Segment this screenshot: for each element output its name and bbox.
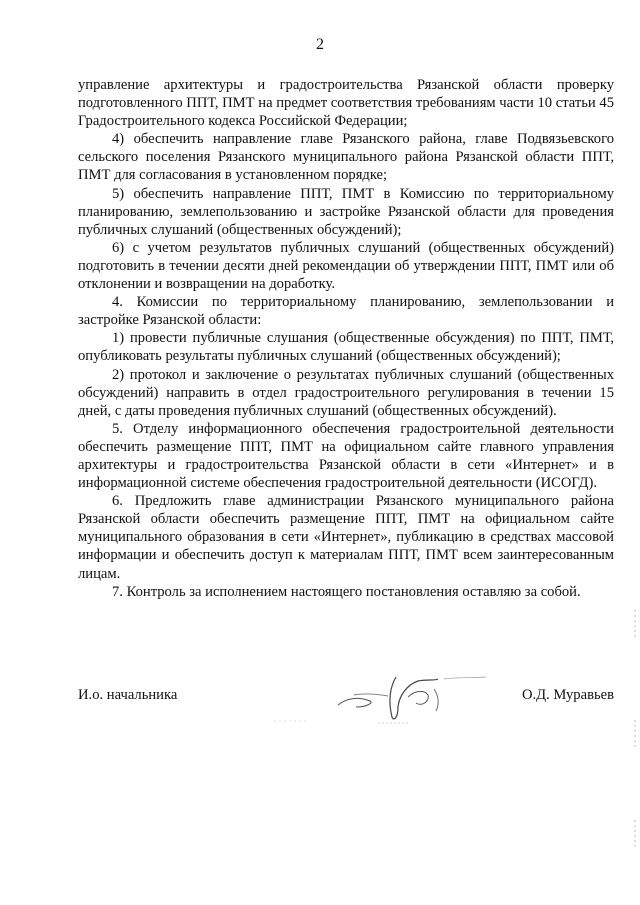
signatory-name: О.Д. Муравьев [521,687,614,703]
paragraph-section-6: 6. Предложить главе администрации Рязанского муниципального района Рязанской области обеспечить размещение ППТ, ПМТ на официальном сайте муниципального образования в сети «Интернет», публикацию в средствах массовой информации и обеспечить доступ к материалам ППТ, ПМТ всем заинтересованным лицам. [78,493,614,582]
document-body [78,76,614,601]
paragraph-section-4-item-2: 2) протокол и заключение о результатах публичных слушаний (общественных обсуждений) направить в отдел градостроительного регулирования в течении 15 дней, с даты проведения публичных слушаний (общественных обсуждений). [78,366,614,419]
handwritten-signature [258,667,488,727]
page-number: 2 [316,36,324,53]
paragraph-item-4: 4) обеспечить направление главе Рязанского района, главе Подвязьевского сельского поселения Рязанского муниципального района Рязанской области ППТ, ПМТ для согласования в установленном порядке; [78,131,614,184]
paragraph-continuation: управление архитектуры и градостроительства Рязанской области проверку подготовленного ППТ, ПМТ на предмет соответствия требованиям части 10 статьи 45 Градостроительного кодекса Российской Федерации; [78,77,614,130]
signature-block [78,679,614,719]
paragraph-item-6: 6) с учетом результатов публичных слушаний (общественных обсуждений) подготовить в течении десяти дней рекомендации об утверждении ППТ, ПМТ или об отклонении и возвращении на доработку. [78,239,614,293]
paragraph-item-5: 5) обеспечить направление ППТ, ПМТ в Комиссию по территориальному планированию, землепользованию и застройке Рязанской области для проведения публичных слушаний (общественных обсуждений); [78,185,614,238]
scan-edge-marks [632,600,638,900]
signatory-position: И.о. начальника [78,687,178,703]
paragraph-section-4: 4. Комиссии по территориальному планированию, землепользовании и застройке Рязанской области: [78,294,614,329]
paragraph-section-4-item-1: 1) провести публичные слушания (общественные обсуждения) по ППТ, ПМТ, опубликовать результаты публичных слушаний (общественных обсуждений); [78,330,614,365]
paragraph-section-5: 5. Отделу информационного обеспечения градостроительной деятельности обеспечить размещение ППТ, ПМТ на официальном сайте главного управления архитектуры и градостроительства Рязанской области в сети «Интернет» и в информационной системе обеспечения градостроительной деятельности (ИСОГД). [78,420,614,492]
paragraph-section-7: 7. Контроль за исполнением настоящего постановления оставляю за собой. [112,583,581,600]
